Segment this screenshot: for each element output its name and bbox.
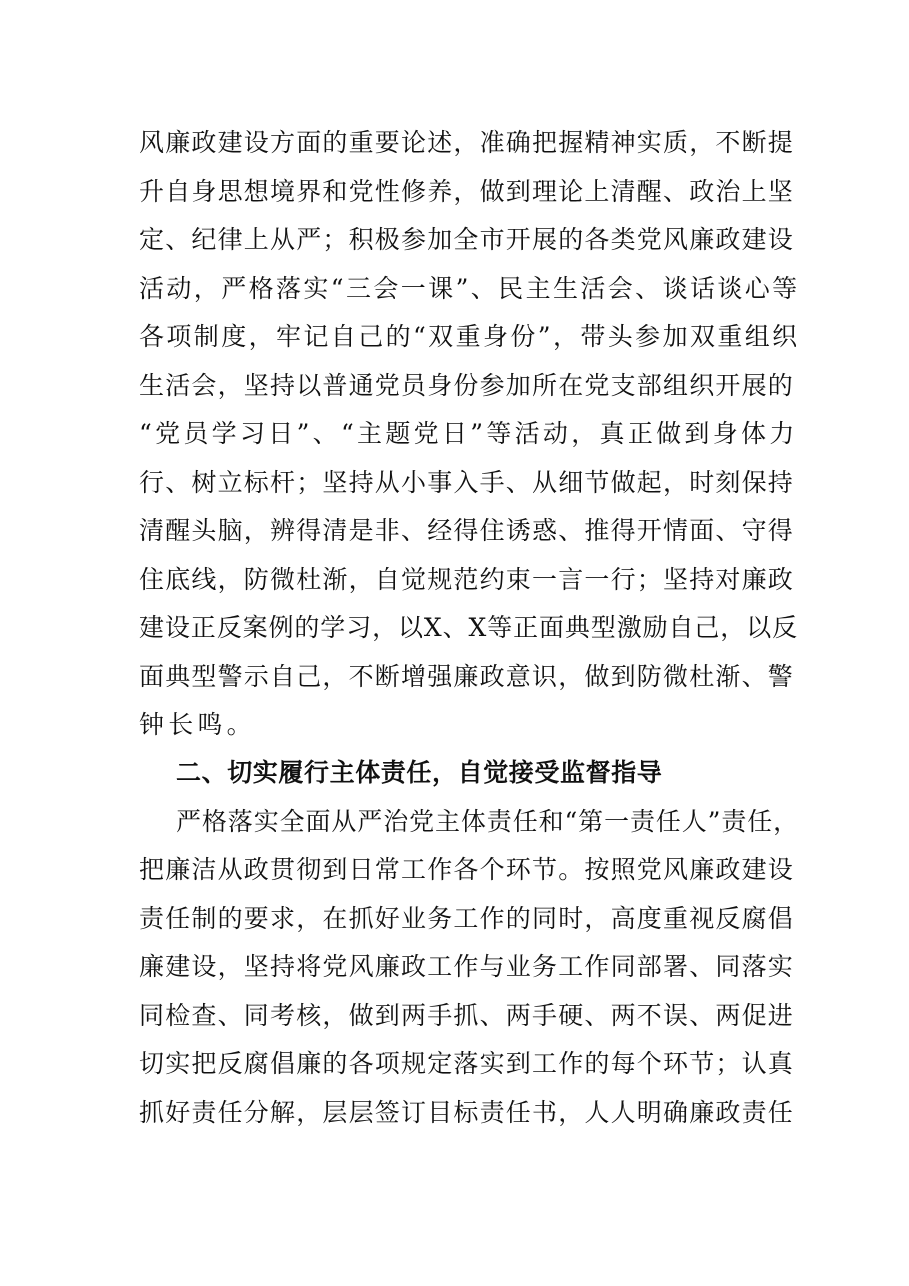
paragraph-2-line-1: 严格落实全面从严治党主体责任和“第一责任人”责任， xyxy=(176,807,800,836)
paragraph-1-line-6: 生活会，坚持以普通党员身份参加所在党支部组织开展的 xyxy=(139,371,795,400)
paragraph-1-line-1: 风廉政建设方面的重要论述，准确把握精神实质，不断提 xyxy=(139,128,795,157)
paragraph-1-line-8: 行、树立标杆；坚持从小事入手、从细节做起，时刻保持 xyxy=(139,468,795,497)
paragraph-1-line-4: 活动，严格落实“三会一课”、民主生活会、谈话谈心等 xyxy=(139,274,800,303)
paragraph-1-line-13: 钟长鸣。 xyxy=(139,710,256,739)
paragraph-2-line-7: 抓好责任分解，层层签订目标责任书，人人明确廉政责任 xyxy=(139,1098,795,1127)
paragraph-2-line-6: 切实把反腐倡廉的各项规定落实到工作的每个环节；认真 xyxy=(139,1049,795,1078)
paragraph-1-line-2: 升自身思想境界和党性修养，做到理论上清醒、政治上坚 xyxy=(139,177,795,206)
paragraph-1-line-11: 建设正反案例的学习，以X、X等正面典型激励自己，以反 xyxy=(139,613,798,642)
section-heading: 二、切实履行主体责任，自觉接受监督指导 xyxy=(176,758,663,787)
paragraph-2-line-5: 同检查、同考核，做到两手抓、两手硬、两不误、两促进 xyxy=(139,1001,795,1030)
paragraph-1-line-5: 各项制度，牢记自己的“双重身份”，带头参加双重组织 xyxy=(139,322,800,351)
paragraph-1-line-10: 住底线，防微杜渐，自觉规范约束一言一行；坚持对廉政 xyxy=(139,565,795,594)
paragraph-1-line-12: 面典型警示自己，不断增强廉政意识，做到防微杜渐、警 xyxy=(139,662,795,691)
paragraph-2-line-4: 廉建设，坚持将党风廉政工作与业务工作同部署、同落实 xyxy=(139,952,795,981)
paragraph-1-line-7: “党员学习日”、“主题党日”等活动，真正做到身体力 xyxy=(139,419,798,448)
paragraph-2-line-2: 把廉洁从政贯彻到日常工作各个环节。按照党风廉政建设 xyxy=(139,855,795,884)
paragraph-1-line-3: 定、纪律上从严；积极参加全市开展的各类党风廉政建设 xyxy=(139,225,795,254)
paragraph-1-line-9: 清醒头脑，辨得清是非、经得住诱惑、推得开情面、守得 xyxy=(139,516,795,545)
paragraph-2-line-3: 责任制的要求，在抓好业务工作的同时，高度重视反腐倡 xyxy=(139,904,795,933)
